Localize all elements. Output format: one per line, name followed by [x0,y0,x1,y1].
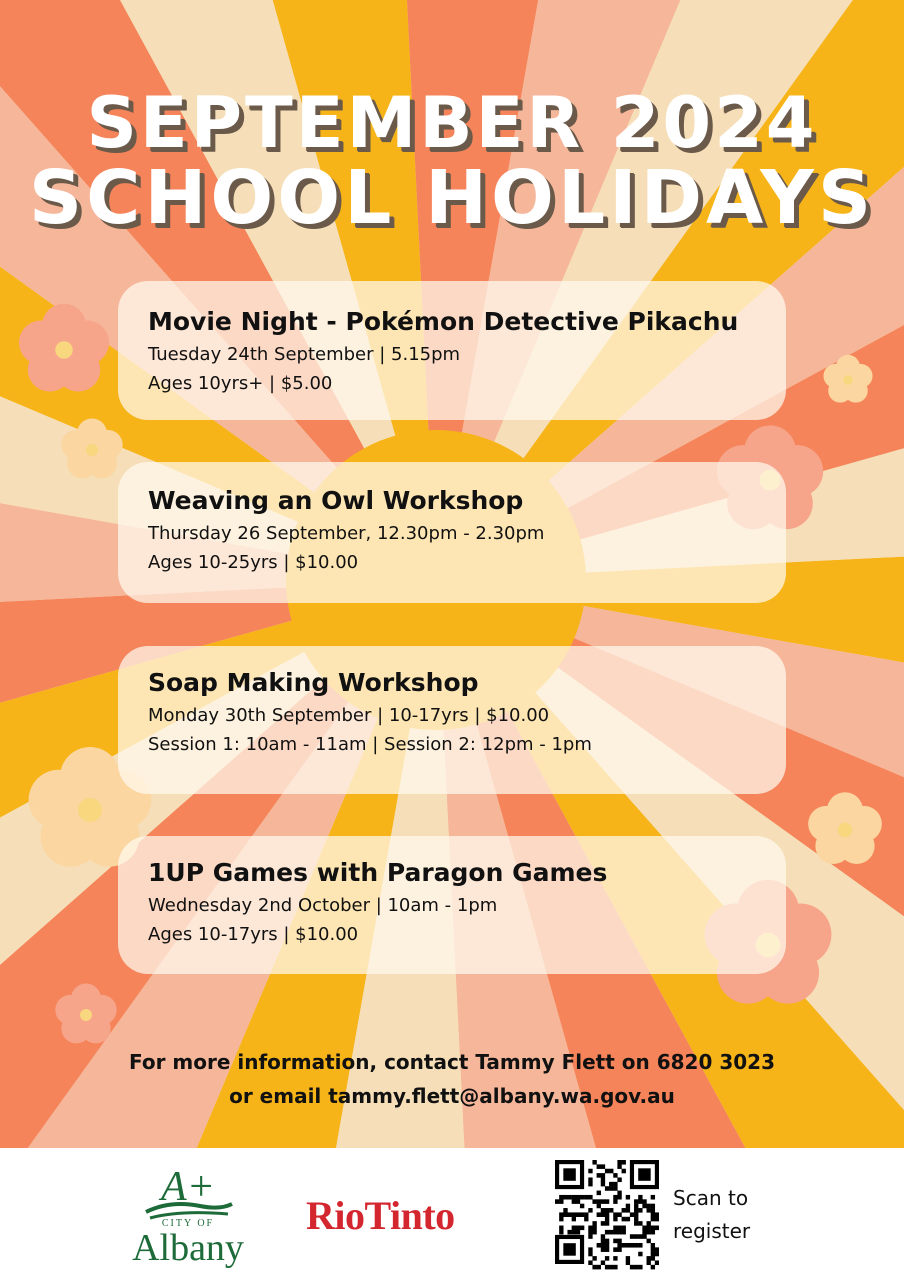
event-title: 1UP Games with Paragon Games [148,858,608,887]
albany-city-of-text: CITY OF [161,1218,215,1229]
event-date: Wednesday 2nd October | 10am - 1pm [148,895,498,916]
event-card-1up-games [118,836,786,974]
scan-line-1: Scan to [673,1186,749,1210]
event-details: Ages 10yrs+ | $5.00 [148,373,333,394]
rio-tinto-logo: RioTinto [306,1193,455,1238]
footer [0,1148,904,1280]
albany-mark-text: A+ [161,1164,215,1210]
event-title: Movie Night - Pokémon Detective Pikachu [148,307,739,336]
contact-info [0,1045,904,1113]
albany-boat-icon [140,1160,236,1226]
contact-email-line[interactable]: or email tammy.flett@albany.wa.gov.au [229,1084,675,1108]
event-details: Ages 10-17yrs | $10.00 [148,924,359,945]
scan-to-register-text [673,1182,793,1248]
event-card-owl-workshop [118,462,786,603]
event-date: Monday 30th September | 10-17yrs | $10.00 [148,705,550,726]
event-title: Weaving an Owl Workshop [148,486,524,515]
event-date: Thursday 26 September, 12.30pm - 2.30pm [148,523,545,544]
event-title: Soap Making Workshop [148,668,479,697]
scan-line-2: register [673,1219,751,1243]
contact-phone-line: For more information, contact Tammy Flett on 6820 3023 [129,1050,775,1074]
title-line-1: SEPTEMBER 2024 [86,82,818,164]
title-line-2: SCHOOL HOLIDAYS [28,155,876,241]
event-date: Tuesday 24th September | 5.15pm [148,344,461,365]
city-of-albany-logo [118,1160,258,1276]
event-details: Session 1: 10am - 11am | Session 2: 12pm - 1pm [148,734,592,755]
albany-name-text: Albany [132,1227,244,1269]
event-card-soap-making [118,646,786,794]
qr-code-icon[interactable] [555,1160,659,1270]
event-card-movie-night [118,281,786,420]
event-details: Ages 10-25yrs | $10.00 [148,552,359,573]
